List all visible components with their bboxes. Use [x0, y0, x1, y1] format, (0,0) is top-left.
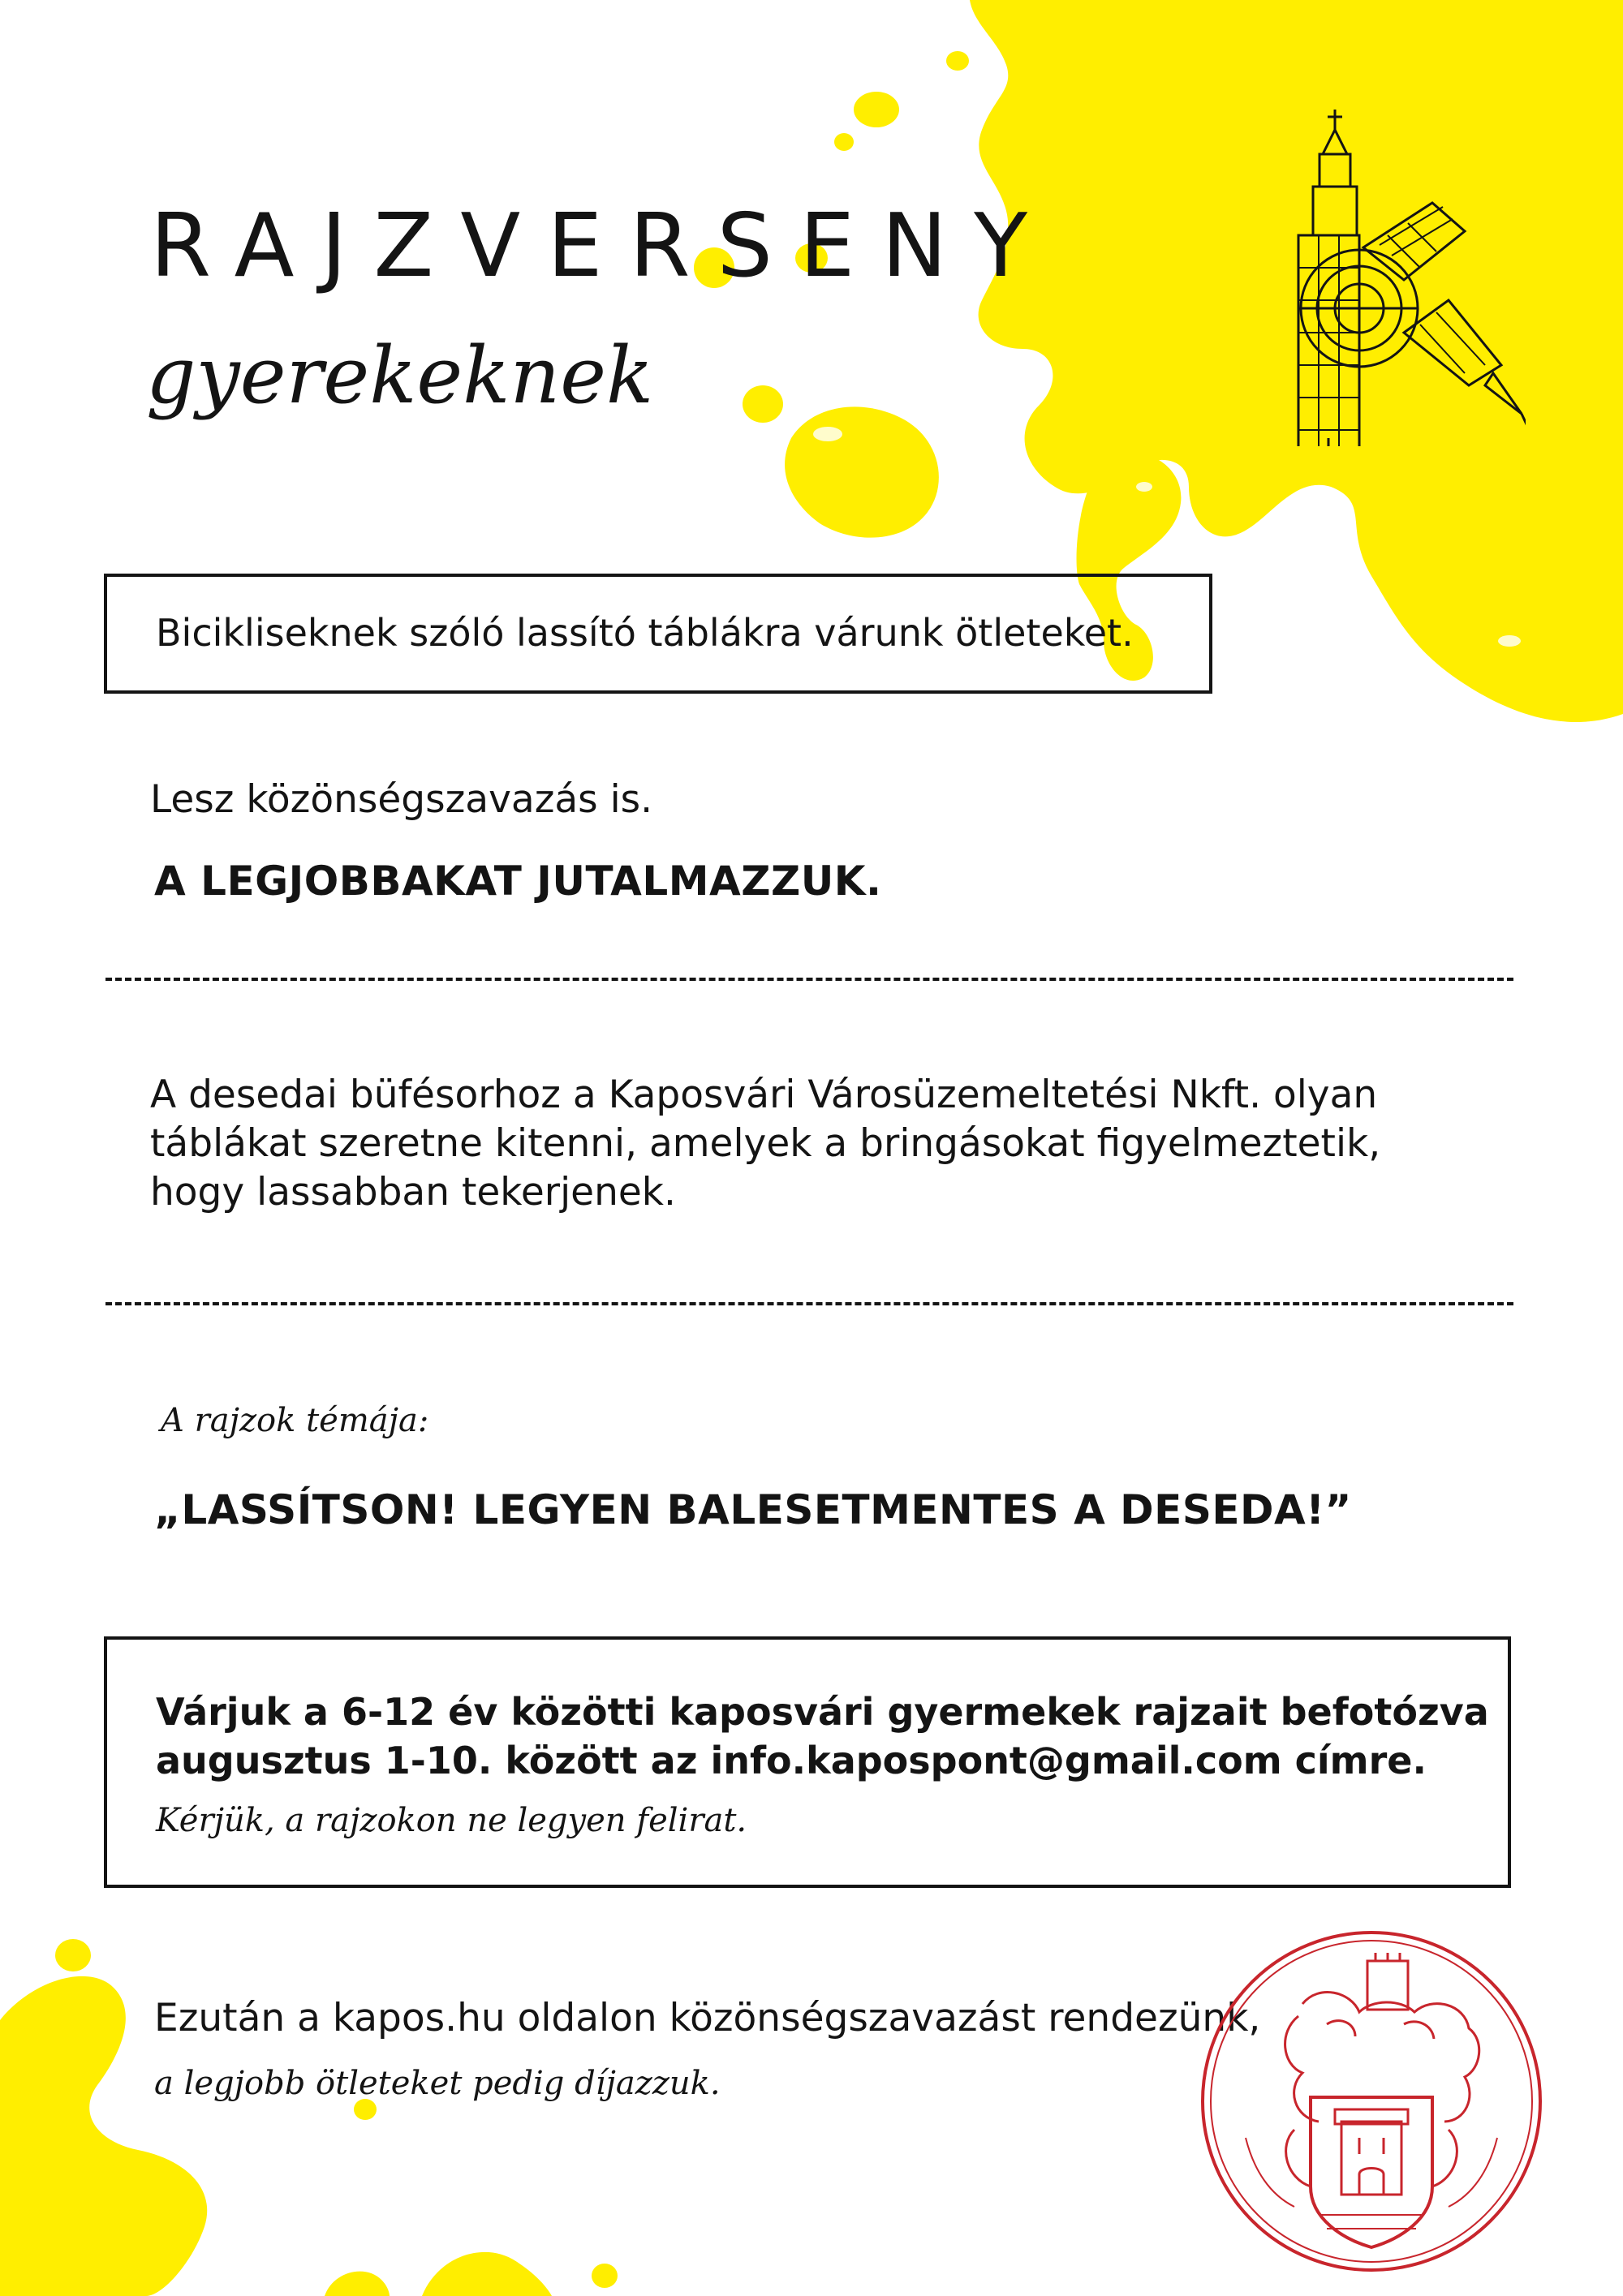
- theme-motto: „LASSÍTSON! LEGYEN BALESETMENTES A DESEDA!”: [154, 1486, 1352, 1533]
- description-line: táblákat szeretne kitenni, amelyek a bringásokat figyelmeztetik,: [150, 1121, 1381, 1166]
- intro-box: [104, 574, 1212, 694]
- vote-text: Lesz közönségszavazás is.: [150, 777, 653, 822]
- page-title: RAJZVERSENY: [150, 196, 1055, 297]
- dashed-divider: [105, 978, 1513, 981]
- intro-box-text: Bicikliseknek szóló lassító táblákra várunk ötleteket.: [156, 611, 1134, 655]
- submission-line-2: augusztus 1-10. között az info.kapospont@gmail.com címre.: [156, 1739, 1427, 1782]
- page-subtitle: gyerekeknek: [146, 330, 654, 421]
- city-coat-of-arms-seal-icon: [1197, 1927, 1546, 2276]
- footer-line-1: Ezután a kapos.hu oldalon közönségszavazást rendezünk,: [154, 1996, 1261, 2040]
- submission-box: [104, 1636, 1511, 1888]
- theme-label: A rajzok témája:: [161, 1402, 429, 1439]
- footer-line-2: a legjobb ötleteket pedig díjazzuk.: [154, 2065, 721, 2102]
- description-line: A desedai büfésorhoz a Kaposvári Városüzemeltetési Nkft. olyan: [150, 1073, 1378, 1117]
- reward-heading: A LEGJOBBAKAT JUTALMAZZUK.: [154, 858, 882, 905]
- description-paragraph: [150, 1071, 1380, 1217]
- submission-line-1: Várjuk a 6-12 év közötti kaposvári gyermekek rajzait befotózva: [156, 1690, 1489, 1734]
- submission-note: Kérjük, a rajzokon ne legyen felirat.: [156, 1802, 747, 1839]
- dashed-divider: [105, 1302, 1513, 1305]
- kaposvar-k-logo-icon: [1290, 105, 1526, 446]
- description-line: hogy lassabban tekerjenek.: [150, 1170, 676, 1215]
